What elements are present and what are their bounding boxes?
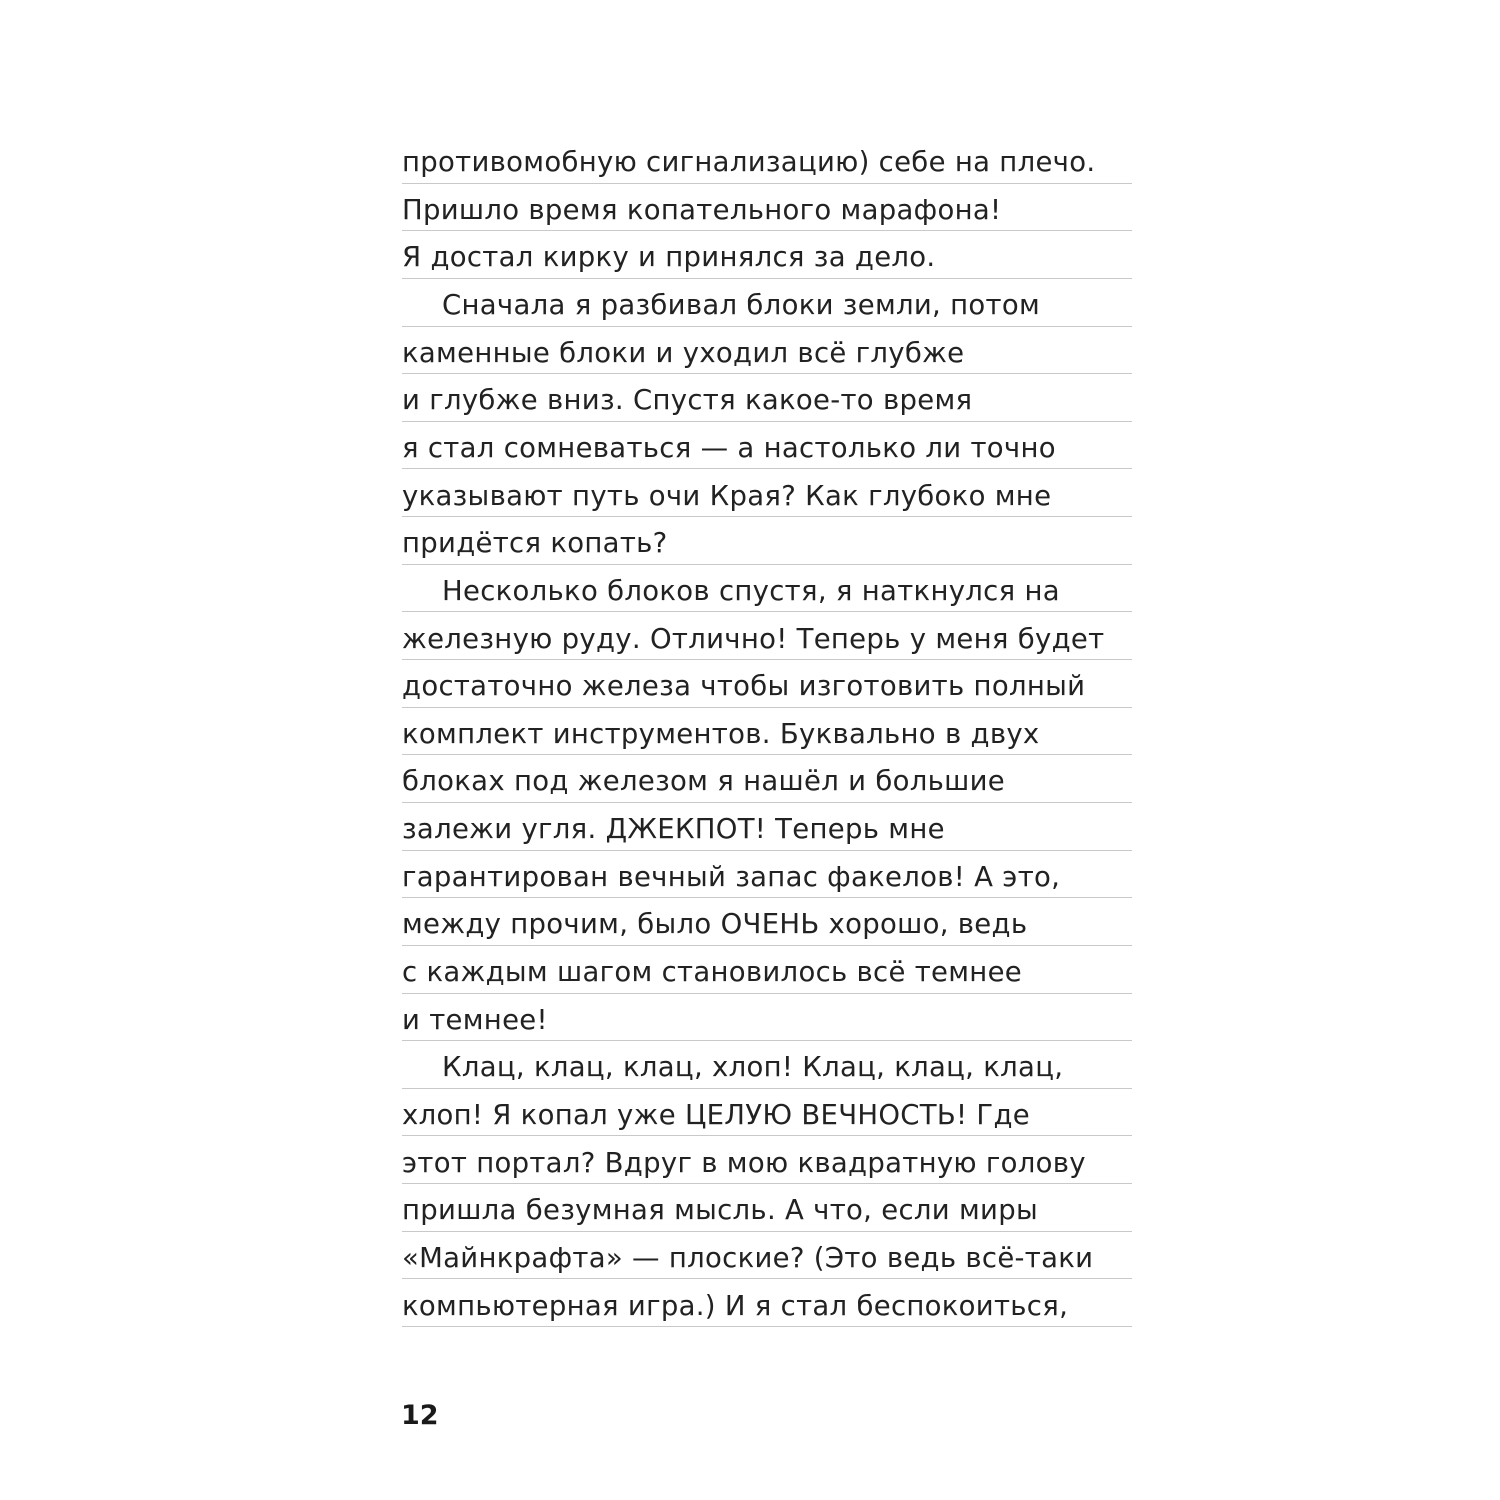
text-line [402, 517, 1132, 565]
text-line [402, 708, 1132, 756]
line-text: этот портал? Вдруг в мою квадратную голову [402, 1146, 1086, 1179]
text-line [402, 898, 1132, 946]
text-line [402, 1041, 1132, 1089]
text-line [402, 803, 1132, 851]
text-line [402, 660, 1132, 708]
line-text: Пришло время копательного марафона! [402, 193, 1002, 226]
text-line [402, 1089, 1132, 1137]
text-line [402, 184, 1132, 232]
line-text: и темнее! [402, 1003, 548, 1036]
line-text: Несколько блоков спустя, я наткнулся на [442, 574, 1060, 607]
text-line [402, 851, 1132, 899]
line-text: с каждым шагом становилось всё темнее [402, 956, 1023, 989]
line-text: достаточно железа чтобы изготовить полный [402, 670, 1086, 703]
text-line [402, 327, 1132, 375]
page-number: 12 [401, 1400, 439, 1431]
text-line [402, 612, 1132, 660]
line-text: залежи угля. ДЖЕКПОТ! Теперь мне [402, 813, 945, 846]
line-text: противомобную сигнализацию) себе на плечо. [402, 146, 1096, 179]
line-text: компьютерная игра.) И я стал беспокоиться, [402, 1289, 1069, 1322]
text-line [402, 1184, 1132, 1232]
line-text: блоках под железом я нашёл и большие [402, 765, 1005, 798]
line-text: Сначала я разбивал блоки земли, потом [442, 289, 1041, 322]
line-text: железную руду. Отлично! Теперь у меня будет [402, 622, 1105, 655]
line-text: и глубже вниз. Спустя какое-то время [402, 384, 973, 417]
line-text: гарантирован вечный запас факелов! А это, [402, 860, 1061, 893]
line-text: каменные блоки и уходил всё глубже [402, 336, 965, 369]
line-text: между прочим, было ОЧЕНЬ хорошо, ведь [402, 908, 1028, 941]
line-text: придётся копать? [402, 527, 668, 560]
text-line [402, 136, 1132, 184]
line-text: Клац, клац, клац, хлоп! Клац, клац, клац, [442, 1051, 1064, 1084]
text-line [402, 1232, 1132, 1280]
line-text: «Майнкрафта» — плоские? (Это ведь всё-таки [402, 1241, 1094, 1274]
text-line [402, 755, 1132, 803]
text-line [402, 374, 1132, 422]
line-text: указывают путь очи Края? Как глубоко мне [402, 479, 1052, 512]
line-text: комплект инструментов. Буквально в двух [402, 717, 1040, 750]
text-line [402, 469, 1132, 517]
text-line [402, 279, 1132, 327]
line-text: Я достал кирку и принялся за дело. [402, 241, 936, 274]
line-text: хлоп! Я копал уже ЦЕЛУЮ ВЕЧНОСТЬ! Где [402, 1098, 1031, 1131]
text-line [402, 1279, 1132, 1327]
line-text: я стал сомневаться — а настолько ли точно [402, 431, 1056, 464]
text-line [402, 422, 1132, 470]
line-text: пришла безумная мысль. А что, если миры [402, 1194, 1038, 1227]
text-line [402, 565, 1132, 613]
body-text [402, 136, 1132, 1327]
text-line [402, 231, 1132, 279]
text-line [402, 994, 1132, 1042]
text-line [402, 946, 1132, 994]
text-line [402, 1136, 1132, 1184]
